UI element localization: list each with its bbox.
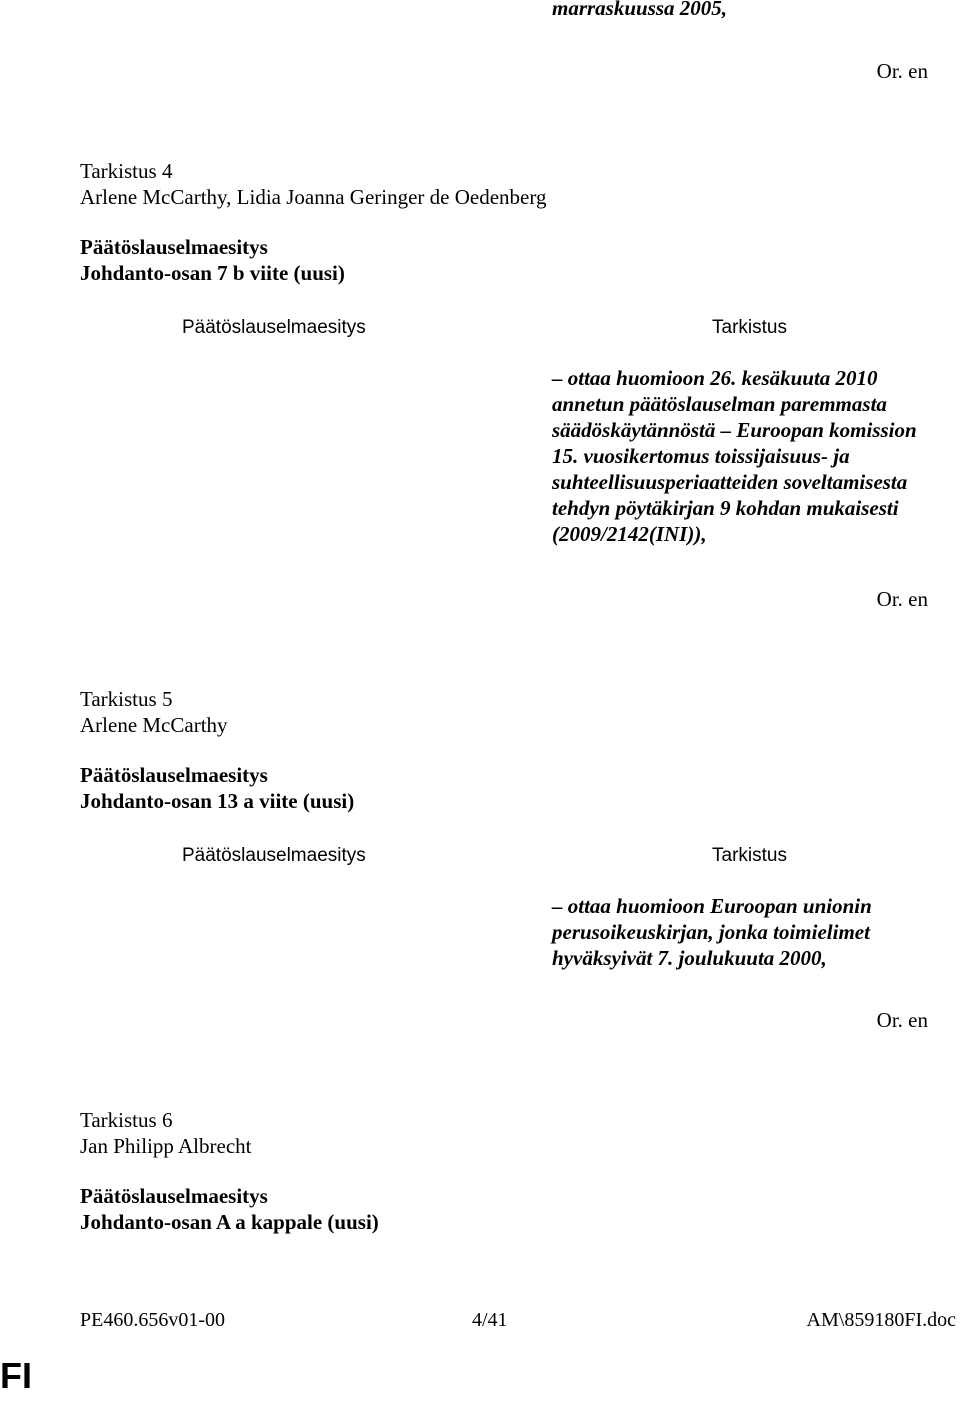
text-line: säädöskäytännöstä – Euroopan komission [552,418,917,442]
text-line: – ottaa huomioon Euroopan unionin [552,894,872,918]
text-line: perusoikeuskirjan, jonka toimielimet [552,920,870,944]
text-line: hyväksyivät 7. joulukuuta 2000, [552,946,827,970]
original-language-label: Or. en [876,59,928,83]
column-header-left: Päätöslauselmaesitys [182,845,366,866]
amendment-location: Johdanto-osan 13 a viite (uusi) [80,789,355,813]
original-language-label: Or. en [876,587,928,611]
continued-text-fragment: marraskuussa 2005, [552,0,728,20]
amendment-location: Johdanto-osan A a kappale (uusi) [80,1210,379,1234]
footer-page-number: 4/41 [472,1309,508,1331]
column-header-right: Tarkistus [712,317,787,338]
amendment-number: Tarkistus 6 [80,1108,173,1132]
column-header-right: Tarkistus [712,845,787,866]
text-line: – ottaa huomioon 26. kesäkuuta 2010 [552,366,878,390]
column-header-left: Päätöslauselmaesitys [182,317,366,338]
footer-file-name: AM\859180FI.doc [806,1309,956,1331]
amendment-authors: Arlene McCarthy [80,713,228,737]
text-line: annetun päätöslauselman paremmasta [552,392,887,416]
text-line: (2009/2142(INI)), [552,522,707,546]
text-line: tehdyn pöytäkirjan 9 kohdan mukaisesti [552,496,899,520]
document-type: Päätöslauselmaesitys [80,235,268,259]
amendment-number: Tarkistus 5 [80,687,173,711]
text-line: suhteellisuusperiaatteiden soveltamisesta [552,470,908,494]
amendment-authors: Jan Philipp Albrecht [80,1134,252,1158]
text-line: 15. vuosikertomus toissijaisuus- ja [552,444,850,468]
footer-doc-reference: PE460.656v01-00 [80,1309,225,1331]
amendment-number: Tarkistus 4 [80,159,173,183]
document-type: Päätöslauselmaesitys [80,1184,268,1208]
original-language-label: Or. en [876,1008,928,1032]
amendment-authors: Arlene McCarthy, Lidia Joanna Geringer de Oedenberg [80,185,547,209]
amendment-location: Johdanto-osan 7 b viite (uusi) [80,261,345,285]
footer-language-code: FI [0,1355,32,1396]
document-type: Päätöslauselmaesitys [80,763,268,787]
